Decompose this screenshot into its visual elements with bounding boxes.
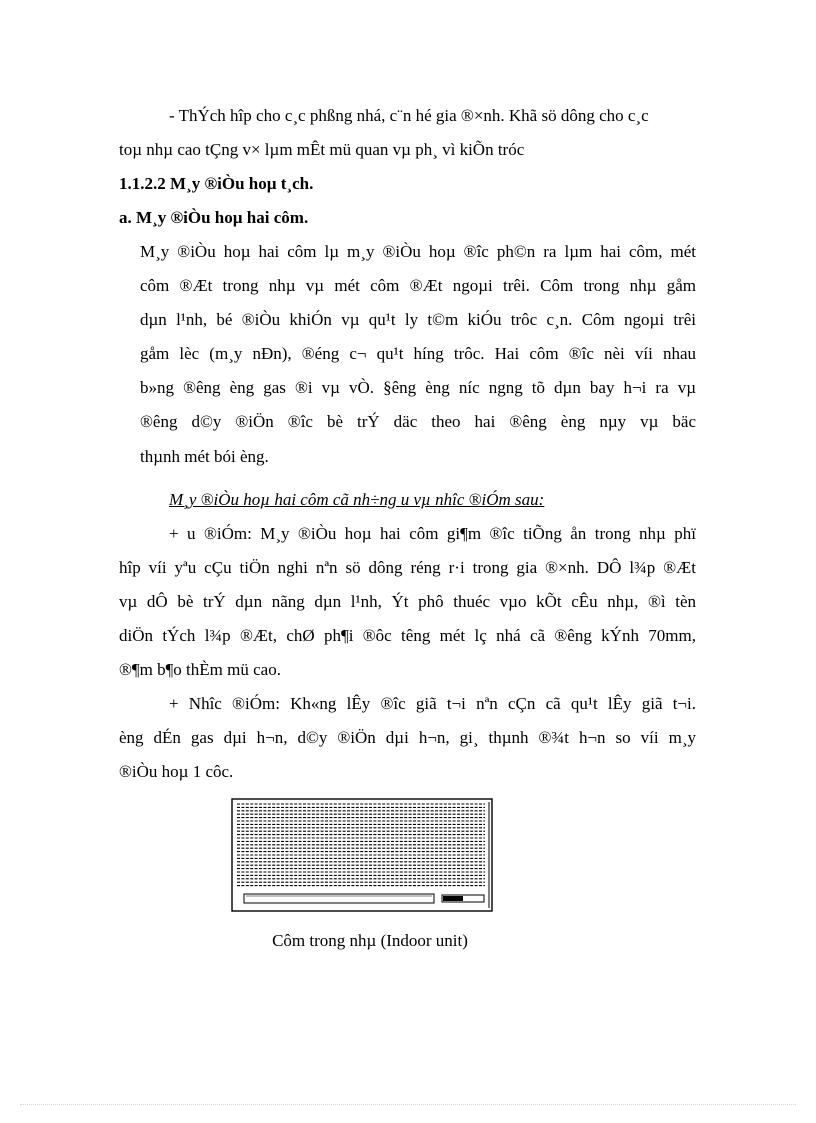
figure-caption: Côm trong nhµ (Indoor unit) — [272, 931, 468, 950]
para1-line1: - ThÝch hîp cho c¸c phßng nhá, c¨n hé gia ®×nh. Khã sö dông cho c¸c — [169, 106, 649, 125]
para4-line1: + u ®iÓm: M¸y ®iÒu hoµ hai côm gi¶m ®îc tiÕng ån trong nhµ phï — [169, 524, 696, 543]
para5-line1: + Nhîc ®iÓm: Kh«ng lÊy ®îc giã t¬i nªn cÇn cã qu¹t lÊy giã t¬i. — [169, 694, 696, 713]
pros-cons-intro: M¸y ®iÒu hoµ hai côm cã nh÷ng u vµ nhîc ®iÓm sau: — [169, 490, 545, 509]
indoor-unit-figure — [231, 796, 494, 914]
para2-line3: dµn l¹nh, bé ®iÒu khiÓn vµ qu¹t ly t©m kiÓu trôc c¸n. Côm ngoµi trêi — [140, 310, 696, 329]
para2-line6: ®êng d©y ®iÖn ®îc bè trÝ däc theo hai ®êng èng nµy vµ bäc — [140, 412, 696, 431]
page-bottom-rule — [20, 1104, 796, 1105]
para4-line2: hîp víi yªu cÇu tiÖn nghi nªn sö dông réng r·i trong gia ®×nh. DÔ l¾p ®Æt — [119, 558, 696, 577]
para1-line2: toµ nhµ cao tÇng v× lµm mÊt mü quan vµ ph¸ vì kiÕn tróc — [119, 140, 525, 159]
para4-line5: ®¶m b¶o thÈm mü cao. — [119, 660, 281, 679]
para5-line3: ®iÒu hoµ 1 côc. — [119, 762, 234, 781]
para2-line2: côm ®Æt trong nhµ vµ mét côm ®Æt ngoµi trêi. Côm trong nhµ gåm — [140, 276, 696, 295]
para2-line1: M¸y ®iÒu hoµ hai côm lµ m¸y ®iÒu hoµ ®îc ph©n ra lµm hai côm, mét — [140, 242, 696, 261]
para4-line3: vµ dÔ bè trÝ dµn nãng dµn l¹nh, Ýt phô thuéc vµo kÕt cÊu nhµ, ®ì tèn — [119, 592, 696, 611]
section-heading: 1.1.2.2 M¸y ®iÒu hoµ t¸ch. — [119, 174, 314, 193]
para2-line4: gåm lèc (m¸y nÐn), ®éng c¬ qu¹t híng trôc. Hai côm ®îc nèi víi nhau — [140, 344, 696, 363]
subsection-heading: a. M¸y ®iÒu hoµ hai côm. — [119, 208, 309, 227]
para2-line5: b»ng ®êng èng gas ®i vµ vÒ. §êng èng níc ngng tõ dµn bay h¬i ra vµ — [140, 378, 696, 397]
para4-line4: diÖn tÝch l¾p ®Æt, chØ ph¶i ®ôc têng mét lç nhá cã ®êng kÝnh 70mm, — [119, 626, 696, 645]
para5-line2: èng dÉn gas dµi h¬n, d©y ®iÖn dµi h¬n, gi¸ thµnh ®¾t h¬n so víi m¸y — [119, 728, 696, 747]
para2-line7: thµnh mét bói èng. — [140, 447, 269, 466]
